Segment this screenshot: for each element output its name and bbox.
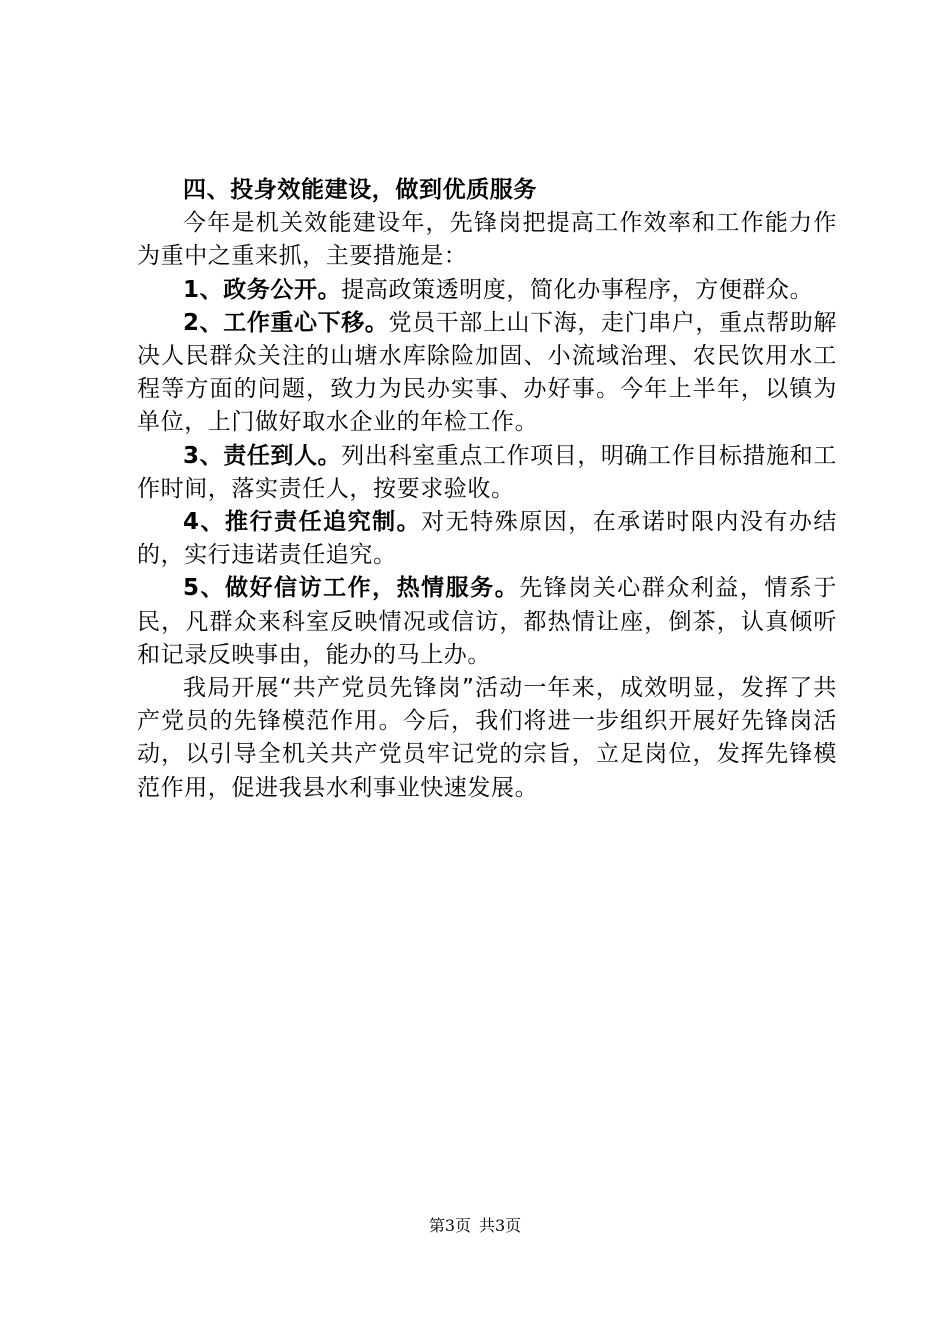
measure-body: 提高政策透明度，简化办事程序，方便群众。 bbox=[341, 276, 814, 303]
measure-item-5 bbox=[137, 572, 837, 672]
measure-body: 对无特殊原因，在承诺时限内没有办结的，实行违诺责任追究。 bbox=[137, 509, 837, 569]
measure-title: 3、责任到人。 bbox=[183, 442, 342, 469]
intro-paragraph: 今年是机关效能建设年，先锋岗把提高工作效率和工作能力作为重中之重来抓，主要措施是： bbox=[137, 210, 837, 270]
measure-body: 党员干部上山下海，走门串户，重点帮助解决人民群众关注的山塘水库除险加固、小流域治理、农民饮用水工程等方面的问题，致力为民办实事、办好事。今年上半年，以镇为单位，上门做好取水企业的年检工作。 bbox=[137, 309, 837, 436]
page-total: 共3页 bbox=[479, 1216, 522, 1235]
measure-title: 1、政务公开。 bbox=[183, 276, 342, 303]
measure-title: 4、推行责任追究制。 bbox=[183, 509, 422, 536]
measure-item-1 bbox=[137, 274, 837, 307]
document-body bbox=[137, 174, 837, 805]
measure-body: 列出科室重点工作项目，明确工作目标措施和工作时间，落实责任人，按要求验收。 bbox=[137, 442, 837, 502]
measure-title: 5、做好信访工作，热情服务。 bbox=[183, 575, 520, 602]
measure-item-2 bbox=[137, 307, 837, 440]
measure-body: 先锋岗关心群众利益，情系于民，凡群众来科室反映情况或信访，都热情让座，倒茶，认真倾听和记录反映事由，能办的马上办。 bbox=[137, 575, 837, 668]
measure-title: 2、工作重心下移。 bbox=[183, 309, 389, 336]
page-footer bbox=[0, 1216, 950, 1236]
page-number: 第3页 bbox=[428, 1216, 471, 1235]
conclusion-paragraph: 我局开展“共产党员先锋岗”活动一年来，成效明显，发挥了共产党员的先锋模范作用。今后，我们将进一步组织开展好先锋岗活动，以引导全机关共产党员牢记党的宗旨，立足岗位，发挥先锋模范作用，促进我县水利事业快速发展。 bbox=[137, 675, 837, 801]
measure-item-3 bbox=[137, 440, 837, 506]
section-heading: 四、投身效能建设，做到优质服务 bbox=[183, 177, 537, 203]
measure-item-4 bbox=[137, 506, 837, 572]
